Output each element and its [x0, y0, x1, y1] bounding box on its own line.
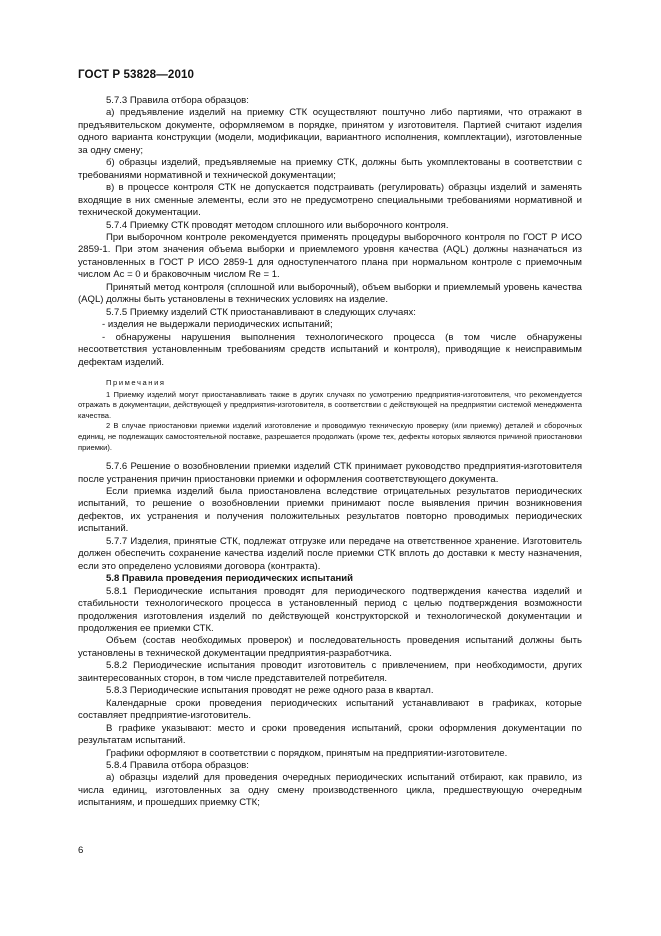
clause-5-7-4: 5.7.4 Приемку СТК проводят методом сплошного или выборочного контроля. [106, 219, 449, 231]
clause-5-7-6-b: Если приемка изделий была приостановлена вследствие отрицательных результатов периодических испытаний, то решение о возобновлении приемки принимают после выявления причин возникновения дефектов, их устранения и получения положительных результатов повторно проводимых периодических испытаний. [78, 486, 582, 535]
clause-5-7-5-item-1: - изделия не выдержали периодических испытаний; [102, 319, 333, 331]
clause-5-7-6: 5.7.6 Решение о возобновлении приемки изделий СТК принимает руководство предприятия-изготовителя после устранения причин приостановки приемки и оформления соответствующего документа. [78, 461, 582, 485]
clause-5-8-3-d: Графики оформляют в соответствии с порядком, принятым на предприятии-изготовителе. [106, 747, 508, 759]
standard-header: ГОСТ Р 53828—2010 [78, 68, 195, 81]
clause-5-8-2: 5.8.2 Периодические испытания проводит изготовитель с привлечением, при необходимости, других заинтересованных сторон, в том числе представителей потребителя. [78, 660, 582, 684]
note-1: 1 Приемку изделий могут приостанавливать также в других случаях по усмотрению предприятия-изготовителя, что рекомендуется отражать в документации, действующей у предприятия-изготовителя, в соответствии с действующей на предприятии системой менеджмента качества. [78, 389, 582, 420]
clause-5-7-4-method: Принятый метод контроля (сплошной или выборочный), объем выборки и приемлемый уровень качества (AQL) должны быть установлены в технических условиях на изделие. [78, 281, 582, 306]
clause-5-7-3: 5.7.3 Правила отбора образцов: [106, 95, 249, 106]
clause-5-7-5-item-2: - обнаружены нарушения выполнения технологического процесса (в том числе обнаружены несоответствия установленным требованиям средств испытаний и контроля), приводящие к неисправимым дефектам изделий. [78, 331, 582, 368]
page-number: 6 [78, 845, 84, 856]
clause-5-8-3-c: В графике указывают: место и сроки проведения испытаний, сроки оформления документации по результатам испытаний. [78, 722, 582, 747]
notes-title: Примечания [106, 377, 166, 387]
clause-5-7-5: 5.7.5 Приемку изделий СТК приостанавливают в следующих случаях: [106, 306, 416, 318]
clause-5-8-4: 5.8.4 Правила отбора образцов: [106, 760, 249, 771]
clause-5-7-3-v: в) в процессе контроля СТК не допускается подстраивать (регулировать) образцы изделий и заменять входящие в них сменные элементы, если это не предусмотрено специальными требованиями нормативной и технической документации. [78, 182, 582, 219]
clause-5-8-1: 5.8.1 Периодические испытания проводят для периодического подтверждения качества изделий и стабильности технологического процесса в установленный период с целью подтверждения возможности продолжения изготовления изделий по действующей конструкторской и технологической документации и продолжения ее приемки СТК. [78, 585, 582, 635]
clause-5-8-1-b: Объем (состав необходимых проверок) и последовательность проведения испытаний должны быть установлены в технической документации предприятия-разработчика. [78, 635, 582, 659]
clause-5-7-3-a: а) предъявление изделий на приемку СТК осуществляют поштучно либо партиями, что отражают в предъявительском документе, оформляемом в порядке, принятом у изготовителя. Партией считают изделия одного варианта конструкции (модели, модификации, вариантного исполнения, комплектации), изготовленные за одну смену; [78, 107, 582, 156]
clause-5-7-4-selective: При выборочном контроле рекомендуется применять процедуры выборочного контроля по ГОСТ Р ИСО 2859-1. При этом значения объема выборки и приемлемого уровня качества (AQL) должны назначаться из установленных в ГОСТ Р ИСО 2859-1 для одноступенчатого плана при нормальном контроле с приемочным числом Ас = 0 и браковочным числом Re = 1. [78, 231, 582, 281]
note-2: 2 В случае приостановки приемки изделий изготовление и проводимую техническую проверку (или приемку) деталей и сборочных единиц, не подлежащих самостоятельной поставке, разрешается продолжать (кроме тех, дефекты которых являются причиной приостановки приемки). [78, 421, 582, 452]
notes-block [78, 378, 582, 453]
clause-5-7-3-b: б) образцы изделий, предъявляемые на приемку СТК, должны быть укомплектованы в соответствии с требованиями нормативной и технической документации; [78, 157, 582, 181]
clause-5-8-3-b: Календарные сроки проведения периодических испытаний устанавливают в графиках, которые составляет предприятие-изготовитель. [78, 697, 582, 722]
clause-5-8-4-a: а) образцы изделий для проведения очередных периодических испытаний отбирают, как правило, из числа единиц, изготовленных за одну смену производственного цикла, предшествующую очередным испытаниям, и прошедших приемку СТК; [78, 772, 582, 809]
clause-5-8-3: 5.8.3 Периодические испытания проводят не реже одного раза в квартал. [106, 685, 434, 697]
clause-5-7-7: 5.7.7 Изделия, принятые СТК, подлежат отгрузке или передаче на ответственное хранение. Изготовитель должен обеспечить сохранение качества изделий после приемки СТК вплоть до доставки к месту назначения, если это определено условиями договора (контракта). [78, 535, 582, 572]
page-content [78, 95, 582, 810]
section-5-8-heading: 5.8 Правила проведения периодических испытаний [106, 573, 354, 585]
